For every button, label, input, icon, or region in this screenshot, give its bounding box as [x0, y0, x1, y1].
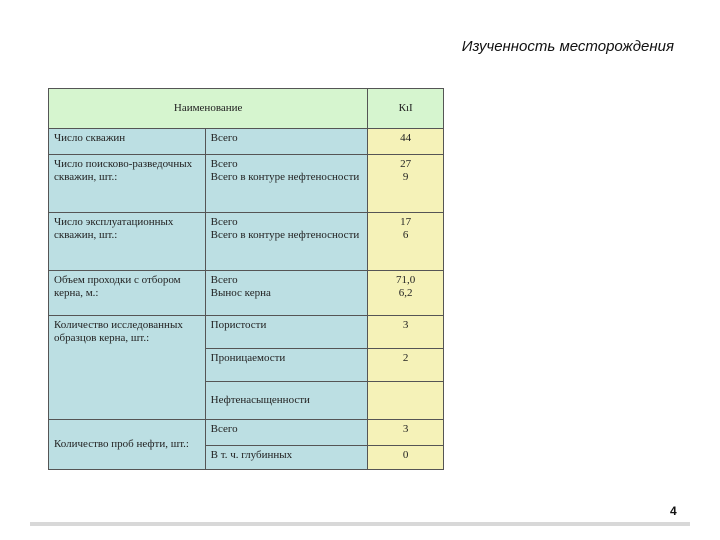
row-sub: Всего: [205, 420, 368, 446]
table-row: [49, 213, 444, 271]
table-header-row: [49, 89, 444, 129]
row-sub: Всего Всего в контуре нефтеносности: [205, 155, 368, 213]
row-label: Объем проходки с отбором керна, м.:: [49, 271, 206, 316]
row-label: Число эксплуатационных скважин, шт.:: [49, 213, 206, 271]
row-value: 0: [368, 446, 444, 470]
study-table: [48, 88, 444, 470]
row-value: 2: [368, 349, 444, 382]
row-value: 3: [368, 316, 444, 349]
header-value: КıI: [368, 89, 444, 129]
footer-divider: [30, 522, 690, 526]
row-value: 44: [368, 129, 444, 155]
page-number: 4: [670, 504, 677, 518]
row-sub: Пористости: [205, 316, 368, 349]
row-label: Количество исследованных образцов керна, шт.:: [49, 316, 206, 382]
table-row: [49, 382, 444, 420]
row-sub: Всего Вынос керна: [205, 271, 368, 316]
table-row: [49, 129, 444, 155]
row-value: 3: [368, 420, 444, 446]
row-label: Число поисково-разведочных скважин, шт.:: [49, 155, 206, 213]
table-row: [49, 155, 444, 213]
row-label: Количество проб нефти, шт.:: [49, 420, 206, 470]
table-row: [49, 316, 444, 349]
row-label: Число скважин: [49, 129, 206, 155]
row-sub: В т. ч. глубинных: [205, 446, 368, 470]
row-value: [368, 382, 444, 420]
table-row: [49, 271, 444, 316]
row-sub: Всего: [205, 129, 368, 155]
row-sub: Всего Всего в контуре нефтеносности: [205, 213, 368, 271]
row-sub: Нефтенасыщенности: [205, 382, 368, 420]
row-sub: Проницаемости: [205, 349, 368, 382]
header-name: Наименование: [49, 89, 368, 129]
row-value: 17 6: [368, 213, 444, 271]
table-row: [49, 420, 444, 446]
page-title: Изученность месторождения: [461, 38, 674, 55]
row-value: 71,0 6,2: [368, 271, 444, 316]
row-label-continued: [49, 382, 206, 420]
row-value: 27 9: [368, 155, 444, 213]
